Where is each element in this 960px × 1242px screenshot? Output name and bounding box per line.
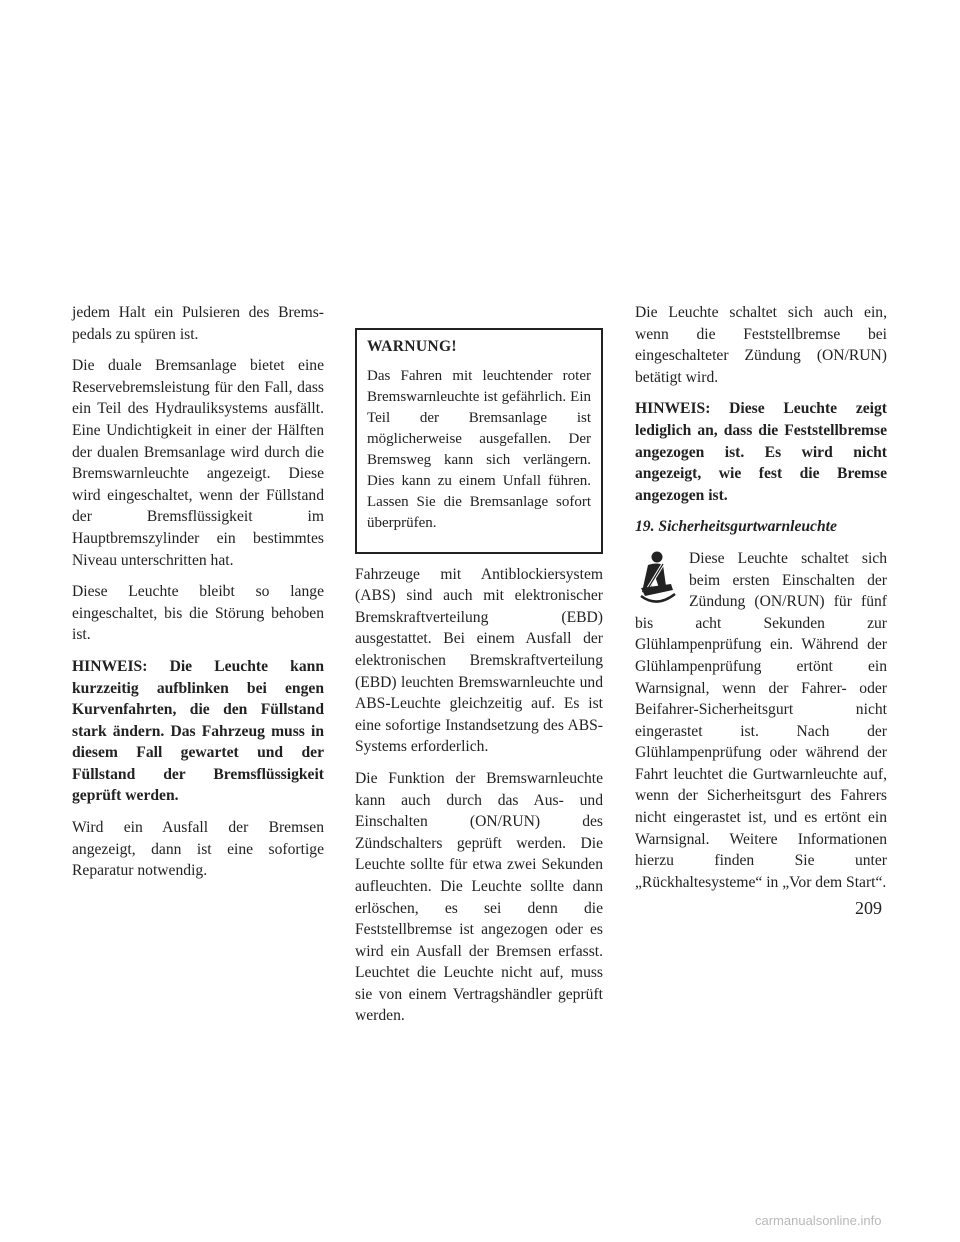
seatbelt-icon [635, 550, 681, 608]
watermark: carmanualsonline.info [755, 1213, 882, 1228]
paragraph: Die duale Bremsanlage bietet eine Reservebremsleistung für den Fall, dass ein Teil des Hydrauliksystems ausfällt. Eine Undichtigkeit in einer der Hälften der dualen Bremsanlage wird durch die Bremswarnleuchte angezeigt. Diese wird eingeschaltet, wenn der Füllstand der Bremsflüssigkeit im Hauptbremszylinder ein bestimmtes Niveau unterschritten hat. [72, 357, 324, 569]
column-right [635, 302, 887, 903]
paragraph: Wird ein Ausfall der Bremsen angezeigt, dann ist eine sofortige Reparatur notwendig. [72, 819, 324, 880]
paragraph: Die Leuchte schaltet sich auch ein, wenn die Feststellbremse bei eingeschalteter Zündung (ON/RUN) betätigt wird. [635, 304, 887, 386]
paragraph: Diese Leuchte bleibt so lange eingeschaltet, bis die Störung behoben ist. [72, 583, 324, 644]
warning-body: Das Fahren mit leuchtender roter Bremswarnleuchte ist gefährlich. Ein Teil der Bremsanlage ist möglicherweise ausgefallen. Der Bremsweg kann sich verlängern. Dies kann zu einem Unfall führen. Lassen Sie die Bremsanlage sofort überprüfen. [367, 367, 591, 531]
note-paragraph: HINWEIS: Diese Leuchte zeigt lediglich an, dass die Feststellbremse angezogen ist. Es wird nicht angezeigt, wie fest die Bremse angezogen ist. [635, 400, 887, 504]
paragraph: Fahrzeuge mit Antiblockiersystem (ABS) sind auch mit elektronischer Bremskraftverteilung (EBD) ausgestattet. Bei einem Ausfall der elektronischen Bremskraftverteilung (EBD) leuchten Bremswarnleuchte und ABS-Leuchte gleichzeitig auf. Es ist eine sofortige Instandsetzung des ABS-Systems erforderlich. [355, 565, 603, 756]
warning-box [355, 328, 603, 554]
column-middle [355, 302, 603, 1037]
page-number: 209 [855, 898, 882, 918]
paragraph: jedem Halt ein Pulsieren des Bremspedals zu spüren ist. [72, 304, 324, 343]
seatbelt-text: Diese Leuchte schaltet sich beim ersten Einschalten der Zündung (ON/RUN) für fünf bis acht Sekunden zur Glühlampenprüfung ein. Während der Glühlampenprüfung ertönt ein Warnsignal, wenn der Fahrer- oder Beifahrer-Sicherheitsgurt nicht eingerastet ist. Nach der Glühlampenprüfung oder während der Fahrt leuchtet die Gurtwarnleuchte auf, wenn der Sicherheitsgurt des Fahrers nicht eingerastet ist, und es ertönt ein Warnsignal. Weitere Informationen hierzu finden Sie unter „Rückhaltesysteme“ in „Vor dem Start“. [635, 549, 887, 891]
section-heading: 19. Sicherheitsgurtwarnleuchte [635, 518, 837, 536]
column-left [72, 302, 324, 892]
paragraph: Die Funktion der Bremswarnleuchte kann auch durch das Aus- und Einschalten (ON/RUN) des Zündschalters geprüft werden. Die Leuchte sollte für etwa zwei Sekunden aufleuchten. Die Leuchte sollte dann erlöschen, es sei denn die Feststellbremse ist angezogen oder es wird ein Ausfall der Bremsen erfasst. Leuchtet die Leuchte nicht auf, muss sie von einem Vertragshändler geprüft werden. [355, 769, 603, 1025]
note-paragraph: HINWEIS: Die Leuchte kann kurzzeitig aufblinken bei engen Kurvenfahrten, die den Füllstand stark ändern. Das Fahrzeug muss in diesem Fall gewartet und der Füllstand der Bremsflüssigkeit geprüft werden. [72, 657, 324, 805]
seatbelt-paragraph [635, 548, 887, 894]
warning-title: WARNUNG! [367, 338, 457, 355]
